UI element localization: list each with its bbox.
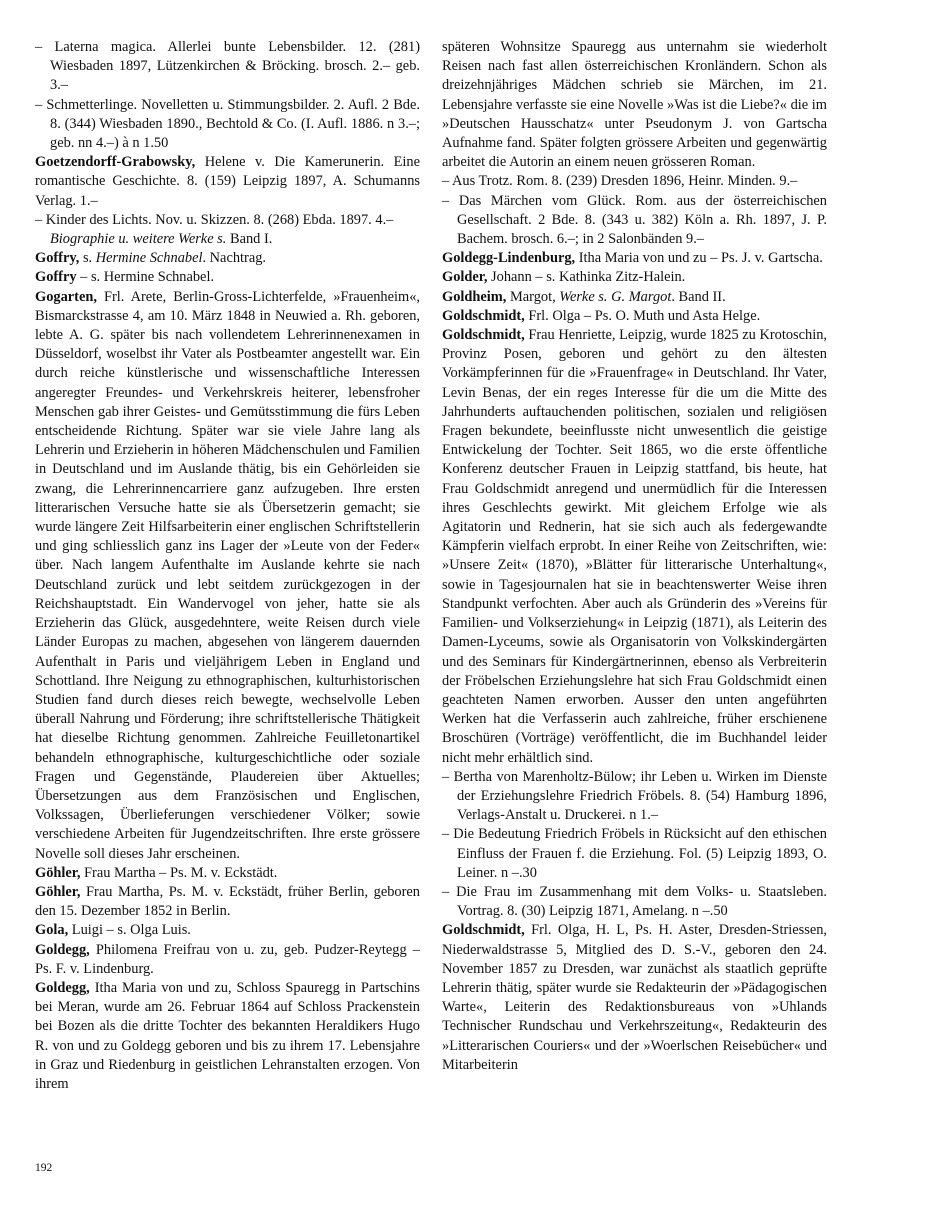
work-listing: – Bertha von Marenholtz-Bülow; ihr Leben u. Wirken im Dienste der Erziehungslehre Friedrich Fröbels. 8. (54) Hamburg 1896, Verlags-Anstalt u. Druckerei. n 1.– <box>442 768 827 824</box>
left-column <box>35 38 420 1094</box>
entry-italic: Werke s. G. Margot <box>559 288 672 305</box>
entry-text: Frau Martha – Ps. M. v. Eckstädt. <box>80 864 278 881</box>
entry-name: Gogarten, <box>35 288 97 305</box>
entry-name: Golder, <box>442 269 488 286</box>
biography-entry <box>35 921 420 940</box>
biography-entry <box>35 979 420 1094</box>
biography-entry <box>35 153 420 211</box>
entry-text: Frau Martha, Ps. M. v. Eckstädt, früher Berlin, geboren den 15. Dezember 1852 in Berlin. <box>35 883 420 920</box>
biography-entry <box>442 268 827 287</box>
biography-entry <box>442 249 827 268</box>
entry-text: Frl. Arete, Berlin-Gross-Lichterfelde, »Frauenheim«, Bismarckstrasse 4, am 10. März 1848 in Neuwied a. Rh. geboren, lebte A. G. später bis nach vollendetem Lehrerinnenexamen in Düsseldorf, woselbst ihr Vater als Postbeamter angestellt war. Ein durch reiche künstlerische und wissenschaftliche Interessen angeregter Freundes- und Verkehrskreis heiterer, lebensfroher Menschen gab ihrer Geistes- und Gemütsstimmung die fürs Leben entscheidende Richtung. Später war sie viele Jahre lang als Lehrerin und Erzieherin in höheren Mädchenschulen und Familien in Deutschland und im Auslande thätig, bis ein Gehörleiden sie zwang, die Lehrerinnencarriere ganz aufzugeben. Ihre ersten litterarischen Versuche hatte sie als Übersetzerin gemacht; sie wurde längere Zeit Hilfsarbeiterin einer englischen Schriftstellerin und ging schliesslich ganz ins Lager der »Leute von der Feder« über. Nach langem Aufenthalte im Auslande kehrte sie nach Deutschland zurück und lebt seitdem zurückgezogen in der Reichshauptstadt. Ein Wandervogel von jeher, hatte sie als Erzieherin das Glück, ausgedehntere, weite Reisen durch viele Länder Europas zu machen, abgesehen von längerem dauernden Aufenthalt in Paris und vieljährigem Leben in England und Schottland. Ihre Neigung zu ethnographischen, kulturhistorischen Studien fand durch dieses reich bewegte, wechselvolle Leben überall Nahrung und Förderung; ihre schriftstellerische Thätigkeit hat dieselbe Richtung genommen. Zahlreiche Feuilletonartikel behandeln ethnographische, kulturgeschichtliche oder soziale Fragen und Gegenstände, Plaudereien über Aktuelles; Übersetzungen aus dem Französischen und Englischen, Volkssagen, Überlieferungen verschiedener Völker; sowie verschiedene Arbeiten für Jugendzeitschriften. Ihre erste grössere Novelle soll dieses Jahr erscheinen. <box>35 288 420 862</box>
work-listing: – Die Bedeutung Friedrich Fröbels in Rücksicht auf den ethischen Einfluss der Frauen f. die Erziehung. Fol. (5) Leipzig 1893, O. Leiner. n –.30 <box>442 826 827 881</box>
entry-name: Goldegg, <box>35 979 90 996</box>
entry-name: Goldheim, <box>442 288 507 305</box>
work-listing: – Laterna magica. Allerlei bunte Lebensbilder. 12. (281) Wiesbaden 1897, Lützenkirchen & Bröcking. brosch. 2.– geb. 3.– <box>35 39 420 94</box>
entry-text: – s. Hermine Schnabel. <box>76 269 215 286</box>
entry-name: Goetzendorff-Grabowsky, <box>35 154 196 171</box>
entry-name: Göhler, <box>35 883 81 900</box>
work-listing: – Die Frau im Zusammenhang mit dem Volks- u. Staatsleben. Vortrag. 8. (30) Leipzig 1871, Amelang. n –.50 <box>442 883 827 920</box>
biography-entry <box>35 249 420 268</box>
entry-text: Helene v. Die Kamerunerin. Eine romantische Geschichte. 8. (159) Leipzig 1897, A. Schumanns Verlag. 1.– <box>35 154 420 209</box>
entry-italic: Hermine Schnabel <box>95 250 203 267</box>
entry-name: Goldschmidt, <box>442 327 525 344</box>
entry-name: Goldegg-Lindenburg, <box>442 250 576 267</box>
entry-name: Goldschmidt, <box>442 922 525 939</box>
entry-text: Luigi – s. Olga Luis. <box>68 922 191 939</box>
entry-tail: . Nachtrag. <box>202 250 266 267</box>
biography-entry <box>35 288 420 864</box>
entry-text: Frl. Olga – Ps. O. Muth und Asta Helge. <box>524 307 761 324</box>
right-column <box>442 38 827 1075</box>
work-listing: – Schmetterlinge. Novelletten u. Stimmungsbilder. 2. Aufl. 2 Bde. 8. (344) Wiesbaden 1890., Bechtold & Co. (I. Aufl. 1886. n 3.–; geb. nn 4.–) à n 1.50 <box>35 96 420 152</box>
work-listing: – Kinder des Lichts. Nov. u. Skizzen. 8. (268) Ebda. 1897. 4.– <box>35 211 394 228</box>
page-number: 192 <box>35 1162 53 1174</box>
entry-text: Frl. Olga, H. L, Ps. H. Aster, Dresden-Striessen, Niederwaldstrasse 5, Mitglied des D. S.-V., geboren den 24. November 1857 zu Dresden, war zunächst als staatlich geprüfte Lehrerin thätig, später wurde sie Redakteurin der »Pädagogischen Warte«, Leiterin des Redaktionsbureaus von »Uhlands Technischer Rundschau und Verkehrszeitung«, Redakteurin des »Litterarischen Couriers« und der »Woerlschen Reisebücher« und Mitarbeiterin <box>442 922 827 1073</box>
entry-tail: . Band II. <box>671 288 726 305</box>
entry-text: Frau Henriette, Leipzig, wurde 1825 zu Krotoschin, Provinz Posen, geboren und gehört zu den ältesten Vorkämpferinnen für die »Frauenfrage« in Deutschland. Ihr Vater, Levin Benas, der ein reges Interesse für die um die Mitte des Jahrhunderts auftauchenden politischen, sozialen und religiösen Fragen bekundete, beeinflusste nicht unwesentlich die geistige Entwickelung der Tochter. Seit 1865, wo die erste öffentliche Konferenz deutscher Frauen in Leipzig stattfand, bis heute, hat Frau Goldschmidt anregend und unermüdlich für die Interessen ihres Geschlechts gewirkt. Mit gleichem Erfolge wie als Agitatorin und Rednerin, hat sie sich auch als federgewandte Kämpferin vielfach erprobt. In einer Reihe von Zeitschriften, wie: »Unsere Zeit« (1870), »Blätter für litterarische Unterhaltung«, sowie in Tagesjournalen hat sie in beachtenswerter Weise ihren Standpunkt verfochten. Aber auch als Gründerin des »Vereins für Familien- und Volkserziehung« in Leipzig (1871), als Leiterin des Damen-Lyceums, sowie als Organisatorin von Volkskindergärten und des Seminars für Kindergärtnerinnen, ebenso als Verbreiterin der Fröbelschen Erziehungslehre hat sich Frau Goldschmidt einen geachteten Namen erworben. Ausser den unten angeführten Werken hat die Verfasserin auch zahlreiche, früher erschienene Broschüren (Vorträge) veröffentlicht, die im Buchhandel leider nicht mehr erhältlich sind. <box>442 327 827 766</box>
entry-name: Gola, <box>35 922 69 939</box>
entry-name: Goldschmidt, <box>442 307 525 324</box>
biography-entry <box>442 326 827 768</box>
biography-entry <box>35 864 420 883</box>
work-listing: – Das Märchen vom Glück. Rom. aus der österreichischen Gesellschaft. 2 Bde. 8. (343 u. 382) Köln a. Rh. 1897, J. P. Bachem. brosch. 6.–; in 2 Salonbänden 9.– <box>442 192 827 248</box>
entry-name: Goldegg, <box>35 941 90 958</box>
entry-name: Göhler, <box>35 864 81 881</box>
entry-text: Itha Maria von und zu, Schloss Spauregg in Partschins bei Meran, wurde am 26. Februar 1864 auf Schloss Prackenstein bei Bozen als die dritte Tochter des bekannten Heraldikers Hugo R. von und zu Goldegg geboren und bis zu ihrem 17. Lebensjahre in Graz und Riedenburg in geistlichen Lehranstalten erzogen. Von ihrem <box>35 979 420 1092</box>
entry-text: s. <box>79 250 96 267</box>
biography-entry <box>35 883 420 921</box>
biography-entry <box>442 307 827 326</box>
biography-entry <box>442 288 827 307</box>
cross-reference <box>35 230 420 249</box>
cross-reference-tail: Band I. <box>226 231 273 248</box>
entry-continuation: späteren Wohnsitze Spauregg aus unternahm sie wiederholt Reisen nach fast allen österreichischen Kronländern. Schon als dreizehnjähriges Mädchen schrieb sie Märchen, im 21. Lebensjahre verfasste sie eine Novelle »Was ist die Liebe?« die im »Deutschen Hausschatz« unter Pseudonym J. von Gartscha Aufnahme fand. Später folgten grössere Arbeiten und gegenwärtig arbeitet die Autorin an einem neuen grösseren Roman. <box>442 39 827 171</box>
entry-text: Margot, <box>506 288 560 305</box>
biography-entry <box>35 941 420 979</box>
cross-reference-italic: Biographie u. weitere Werke s. <box>50 231 227 248</box>
entry-text: Itha Maria von und zu – Ps. J. v. Gartscha. <box>575 250 823 267</box>
biography-entry <box>35 268 420 287</box>
entry-text: Philomena Freifrau von u. zu, geb. Pudzer-Reytegg – Ps. F. v. Lindenburg. <box>35 941 420 977</box>
entry-text: Johann – s. Kathinka Zitz-Halein. <box>487 269 686 286</box>
work-listing: – Aus Trotz. Rom. 8. (239) Dresden 1896, Heinr. Minden. 9.– <box>442 173 798 190</box>
entry-name: Goffry, <box>35 250 80 267</box>
entry-name: Goffry <box>35 269 77 286</box>
biography-entry <box>442 921 827 1075</box>
